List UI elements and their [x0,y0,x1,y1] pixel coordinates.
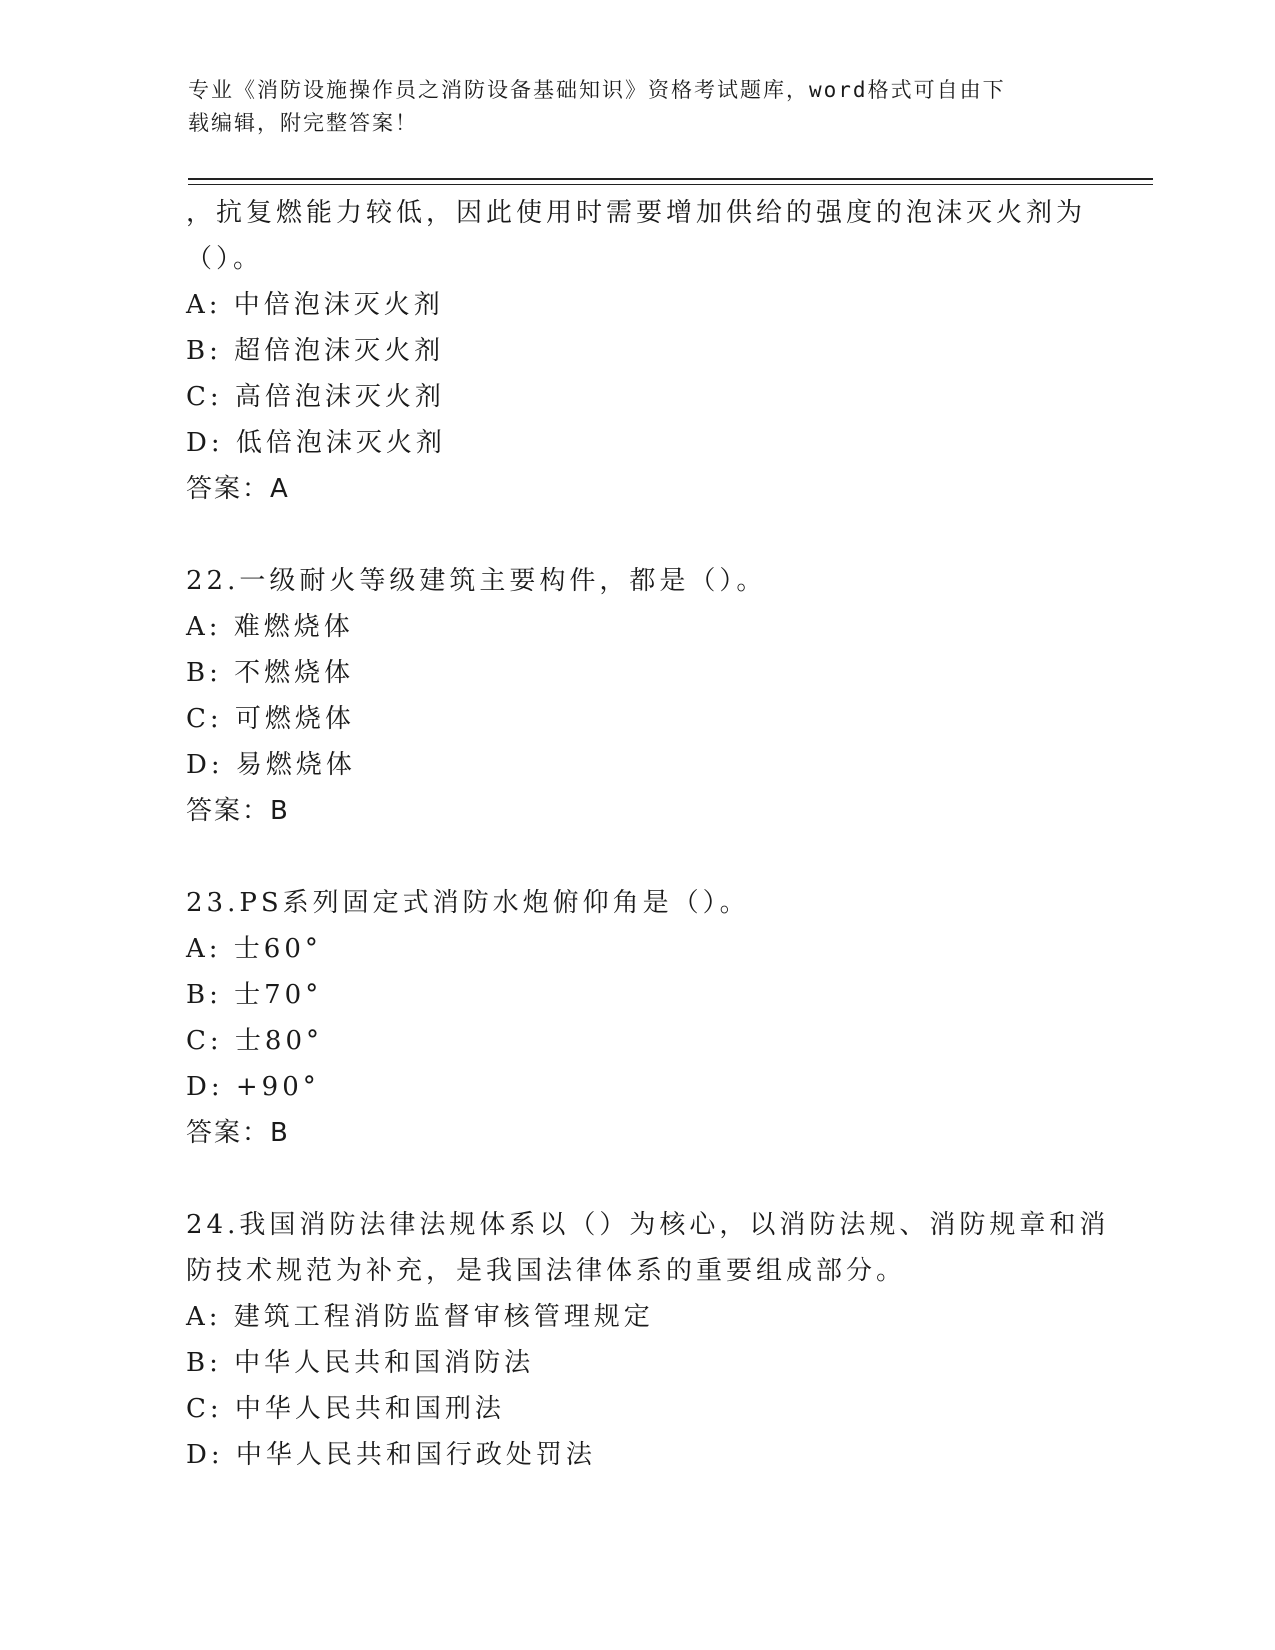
option-b: B: 不燃烧体 [186,658,355,688]
option-d: D: +90° [186,1072,320,1102]
header-line-2: 载编辑，附完整答案！ [188,111,418,135]
question-stem: （）。 [186,244,264,274]
question-item [186,558,1086,834]
question-stem: 防技术规范为补充，是我国法律体系的重要组成部分。 [186,1256,907,1286]
answer-line: 答案：B [186,1118,290,1148]
document-header [188,74,1088,140]
option-c: C: 士80° [186,1026,324,1056]
option-a: A: 建筑工程消防监督审核管理规定 [186,1302,654,1332]
question-item [186,880,1086,1156]
option-b: B: 中华人民共和国消防法 [186,1348,535,1378]
answer-line: 答案：A [186,474,290,504]
spacer [186,834,1086,880]
question-stem: 24.我国消防法律法规体系以（）为核心，以消防法规、消防规章和消 [186,1210,1110,1240]
option-b: B: 超倍泡沫灭火剂 [186,336,445,366]
header-line-1: 专业《消防设施操作员之消防设备基础知识》资格考试题库，word格式可自由下 [188,78,1006,102]
option-d: D: 易燃烧体 [186,750,356,780]
question-item [186,190,1086,512]
option-c: C: 可燃烧体 [186,704,355,734]
question-item [186,1202,1110,1478]
question-list [186,190,1110,1478]
option-b: B: 士70° [186,980,323,1010]
answer-line: 答案：B [186,796,290,826]
spacer [186,1156,1086,1202]
option-a: A: 中倍泡沫灭火剂 [186,290,444,320]
question-stem: 23.PS系列固定式消防水炮俯仰角是（）。 [186,888,750,918]
option-d: D: 中华人民共和国行政处罚法 [186,1440,596,1470]
spacer [186,512,1086,558]
option-d: D: 低倍泡沫灭火剂 [186,428,446,458]
header-divider-thin [188,184,1153,185]
question-stem: ，抗复燃能力较低，因此使用时需要增加供给的强度的泡沫灭火剂为 [186,198,1087,228]
option-c: C: 中华人民共和国刑法 [186,1394,505,1424]
option-c: C: 高倍泡沫灭火剂 [186,382,445,412]
option-a: A: 难燃烧体 [186,612,354,642]
question-stem: 22.一级耐火等级建筑主要构件，都是（）。 [186,566,767,596]
header-divider-thick [188,178,1153,180]
option-a: A: 士60° [186,934,322,964]
